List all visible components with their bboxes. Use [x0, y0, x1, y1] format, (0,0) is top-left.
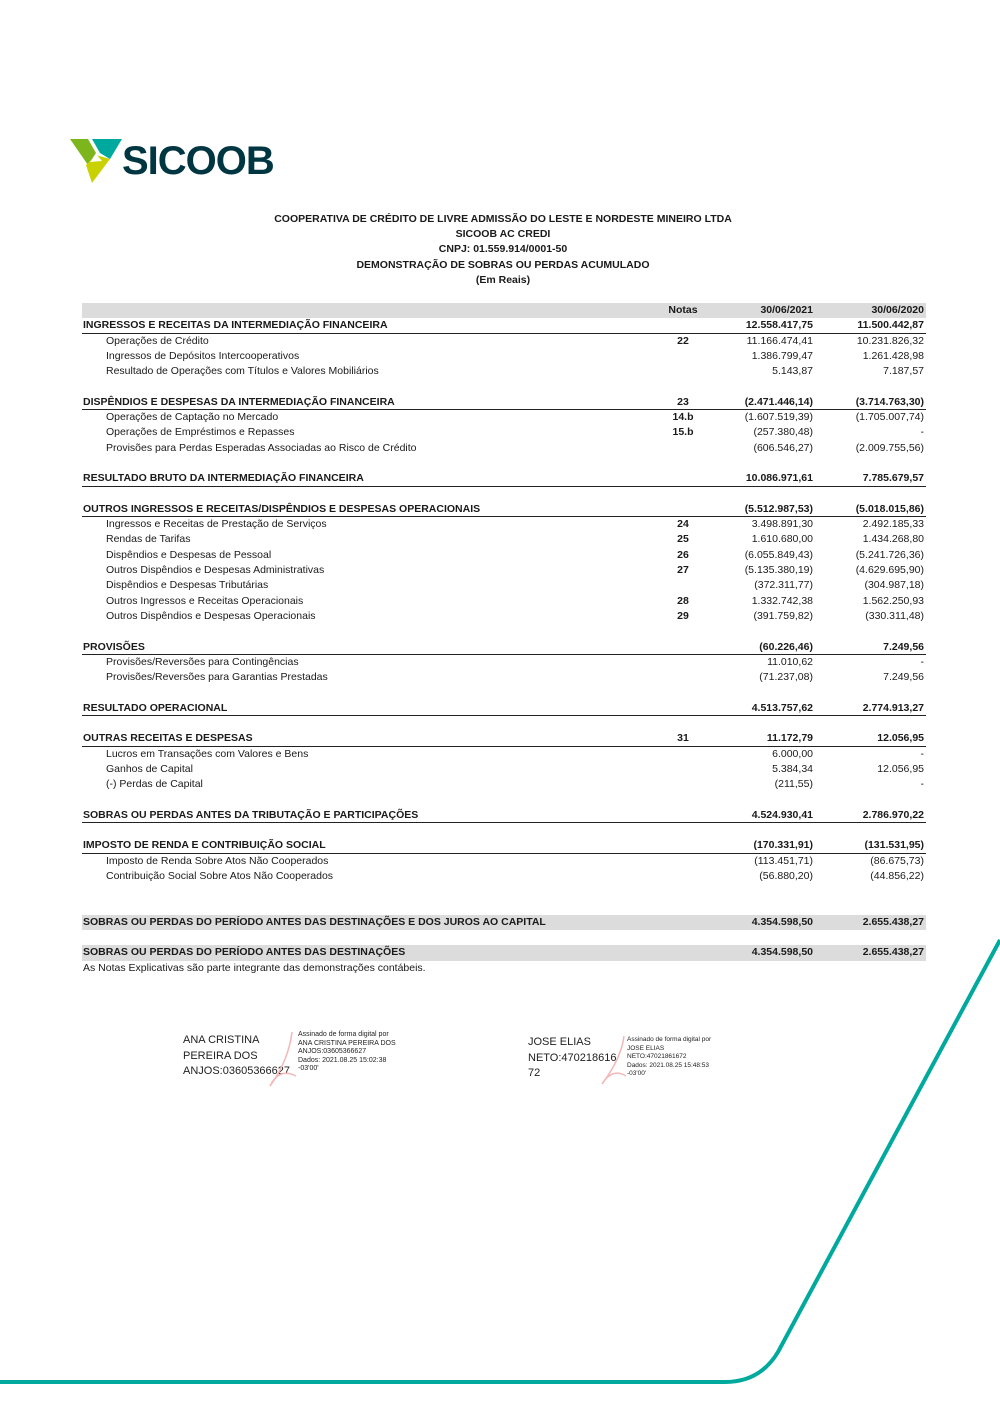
row-value-2020: 2.655.438,27 — [862, 915, 924, 928]
row-label: Ingressos de Depósitos Intercooperativos — [106, 349, 300, 362]
row-nota: 29 — [677, 609, 689, 622]
row-label: Outros Dispêndios e Despesas Administrativas — [106, 564, 325, 577]
signature-detail-line: -03'00' — [298, 1065, 319, 1073]
row-value-2021: (211,55) — [774, 778, 813, 791]
row-value-2021: (257.380,48) — [753, 426, 813, 439]
row-value-2020: (4.629.695,90) — [855, 564, 924, 577]
row-value-2020: 12.056,95 — [877, 762, 924, 775]
row-value-2021: 1.610.680,00 — [751, 533, 813, 546]
row-nota: 15.b — [672, 426, 694, 439]
row-value-2020: 1.562.250,93 — [862, 594, 924, 607]
company-short-name: SICOOB AC CREDI — [455, 228, 551, 241]
row-label: Outros Ingressos e Receitas Operacionais — [106, 594, 304, 607]
row-value-2021: (391.759,82) — [753, 609, 813, 622]
row-value-2020: 7.249,56 — [883, 671, 924, 684]
row-label: Imposto de Renda Sobre Atos Não Cooperados — [106, 854, 329, 867]
row-nota: 28 — [677, 594, 689, 607]
row-value-2020: (5.241.726,36) — [855, 548, 924, 561]
signature-detail-line: Dados: 2021.08.25 15:48:53 — [627, 1061, 710, 1069]
row-value-2021: (606.546,27) — [753, 441, 813, 454]
row-label: OUTRAS RECEITAS E DESPESAS — [83, 732, 253, 745]
row-label: IMPOSTO DE RENDA E CONTRIBUIÇÃO SOCIAL — [83, 839, 326, 852]
row-value-2020: - — [920, 426, 924, 439]
row-label: (-) Perdas de Capital — [106, 778, 203, 791]
row-nota: 27 — [677, 564, 689, 577]
row-value-2021: (6.055.849,43) — [744, 548, 813, 561]
row-value-2020: (330.311,48) — [865, 609, 924, 622]
row-value-2020: 2.774.913,27 — [862, 701, 924, 714]
row-value-2021: (1.607.519,39) — [744, 411, 813, 424]
row-label: PROVISÕES — [83, 640, 145, 653]
row-value-2021: 11.010,62 — [767, 655, 813, 668]
signature-detail-line: NETO:47021861672 — [627, 1053, 687, 1061]
row-value-2021: (2.471.446,14) — [744, 395, 813, 408]
row-value-2020: 2.492.185,33 — [862, 518, 924, 531]
row-nota: 31 — [677, 732, 689, 745]
row-label: Dispêndios e Despesas Tributárias — [106, 579, 269, 592]
row-value-2020: (304.987,18) — [864, 579, 924, 592]
row-value-2021: 4.513.757,62 — [751, 701, 813, 714]
row-value-2020: (1.705.007,74) — [855, 411, 924, 424]
signature-detail-line: ANJOS:03605366627 — [298, 1048, 367, 1056]
row-value-2021: 5.384,34 — [772, 762, 813, 775]
signature-detail-line: Assinado de forma digital por — [298, 1031, 389, 1038]
row-value-2020: 1.434.268,80 — [862, 533, 924, 546]
row-nota: 25 — [677, 533, 689, 546]
row-value-2020: - — [920, 778, 924, 791]
row-value-2020: (3.714.763,30) — [855, 395, 924, 408]
row-value-2021: 4.354.598,50 — [751, 946, 813, 959]
row-label: Ganhos de Capital — [106, 762, 193, 775]
row-value-2020: 7.249,56 — [883, 640, 924, 653]
row-value-2020: (2.009.755,56) — [855, 441, 924, 454]
signature-detail-line: Dados: 2021.08.25 15:02:38 — [298, 1056, 387, 1064]
row-value-2020: 7.187,57 — [883, 365, 924, 378]
document-title: DEMONSTRAÇÃO DE SOBRAS OU PERDAS ACUMULADO — [356, 258, 650, 271]
row-label: Operações de Captação no Mercado — [106, 411, 279, 424]
row-value-2020: 12.056,95 — [877, 732, 924, 745]
row-value-2021: 12.558.417,75 — [745, 319, 813, 332]
row-label: OUTROS INGRESSOS E RECEITAS/DISPÊNDIOS E DESPESAS OPERACIONAIS — [83, 502, 481, 515]
row-value-2020: 2.655.438,27 — [862, 946, 924, 959]
row-value-2020: 2.786.970,22 — [862, 808, 924, 821]
row-label: Operações de Crédito — [106, 334, 209, 347]
signature-detail-line: ANA CRISTINA PEREIRA DOS — [298, 1039, 396, 1047]
row-label: Rendas de Tarifas — [106, 533, 191, 546]
row-label: SOBRAS OU PERDAS DO PERÍODO ANTES DAS DESTINAÇÕES — [83, 946, 406, 959]
row-value-2021: 10.086.971,61 — [745, 472, 813, 485]
row-label: Lucros em Transações com Valores e Bens — [106, 747, 309, 760]
row-value-2020: 10.231.826,32 — [856, 334, 924, 347]
row-value-2020: - — [920, 747, 924, 760]
row-nota: 22 — [677, 334, 689, 347]
row-value-2021: (372.311,77) — [754, 579, 813, 592]
row-value-2021: 3.498.891,30 — [751, 518, 813, 531]
signature-name-line: ANA CRISTINA — [183, 1034, 260, 1046]
row-value-2021: 1.386.799,47 — [751, 349, 813, 362]
row-value-2020: (5.018.015,86) — [855, 502, 924, 515]
row-nota: 24 — [677, 518, 689, 531]
signature-name-line: JOSE ELIAS — [528, 1036, 591, 1048]
row-value-2020: 7.785.679,57 — [862, 472, 924, 485]
row-value-2021: 11.166.474,41 — [746, 334, 813, 347]
row-label: Dispêndios e Despesas de Pessoal — [106, 548, 272, 561]
row-label: Ingressos e Receitas de Prestação de Serviços — [106, 518, 327, 531]
row-value-2020: (44.856,22) — [870, 869, 924, 882]
row-label: DISPÊNDIOS E DESPESAS DA INTERMEDIAÇÃO FINANCEIRA — [83, 395, 395, 408]
row-value-2021: (56.880,20) — [759, 869, 813, 882]
signature-detail-line: JOSE ELIAS — [627, 1044, 665, 1052]
row-value-2021: 4.524.930,41 — [751, 808, 813, 821]
row-nota: 26 — [677, 548, 689, 561]
row-value-2021: 11.172,79 — [766, 732, 813, 745]
row-label: RESULTADO OPERACIONAL — [83, 701, 228, 714]
row-value-2021: 1.332.742,38 — [751, 594, 813, 607]
row-nota: 23 — [677, 395, 689, 408]
logo-text: SICOOB — [122, 139, 274, 183]
column-header-2020: 30/06/2020 — [871, 304, 924, 316]
row-value-2021: 5.143,87 — [772, 365, 813, 378]
column-header-notas: Notas — [668, 304, 698, 316]
signature-detail-line: -03'00' — [627, 1070, 647, 1078]
row-value-2021: (170.331,91) — [753, 839, 813, 852]
row-label: SOBRAS OU PERDAS DO PERÍODO ANTES DAS DESTINAÇÕES E DOS JUROS AO CAPITAL — [83, 915, 546, 928]
signature-name-line: NETO:470218616 — [528, 1051, 617, 1064]
row-value-2020: - — [920, 655, 924, 668]
column-header-2021: 30/06/2021 — [760, 304, 813, 316]
signature-name-line: PEREIRA DOS — [183, 1049, 258, 1062]
row-value-2020: 1.261.428,98 — [862, 349, 924, 362]
row-value-2021: (71.237,08) — [759, 671, 813, 684]
signature-name-line: ANJOS:03605366627 — [183, 1065, 291, 1077]
row-label: Resultado de Operações com Títulos e Valores Mobiliários — [106, 365, 379, 378]
row-value-2020: (131.531,95) — [864, 839, 924, 852]
row-label: Contribuição Social Sobre Atos Não Cooperados — [106, 869, 334, 882]
row-value-2021: 4.354.598,50 — [751, 915, 813, 928]
row-value-2021: (113.451,71) — [754, 854, 813, 867]
cnpj: CNPJ: 01.559.914/0001-50 — [438, 243, 568, 256]
currency-note: (Em Reais) — [475, 273, 531, 286]
row-value-2021: (5.512.987,53) — [744, 502, 813, 515]
row-label: Provisões para Perdas Esperadas Associadas ao Risco de Crédito — [106, 441, 417, 454]
row-label: Operações de Empréstimos e Repasses — [106, 426, 295, 439]
row-label: As Notas Explicativas são parte integrante das demonstrações contábeis. — [83, 961, 426, 974]
row-label: INGRESSOS E RECEITAS DA INTERMEDIAÇÃO FINANCEIRA — [83, 319, 388, 332]
row-nota: 14.b — [672, 411, 694, 424]
row-value-2021: 6.000,00 — [772, 747, 813, 760]
row-label: Provisões/Reversões para Garantias Prestadas — [106, 671, 328, 684]
company-name: COOPERATIVA DE CRÉDITO DE LIVRE ADMISSÃO DO LESTE E NORDESTE MINEIRO LTDA — [274, 213, 732, 225]
row-label: Provisões/Reversões para Contingências — [106, 655, 299, 668]
signature-detail-line: Assinado de forma digital por — [627, 1036, 712, 1043]
row-value-2020: (86.675,73) — [870, 854, 924, 867]
row-value-2021: (60.226,46) — [759, 640, 813, 653]
signature-name-line: 72 — [528, 1067, 541, 1079]
row-value-2020: 11.500.442,87 — [857, 319, 924, 332]
row-value-2021: (5.135.380,19) — [744, 564, 813, 577]
row-label: SOBRAS OU PERDAS ANTES DA TRIBUTAÇÃO E PARTICIPAÇÕES — [83, 808, 419, 821]
row-label: Outros Dispêndios e Despesas Operacionais — [106, 609, 316, 622]
row-label: RESULTADO BRUTO DA INTERMEDIAÇÃO FINANCEIRA — [83, 472, 364, 485]
